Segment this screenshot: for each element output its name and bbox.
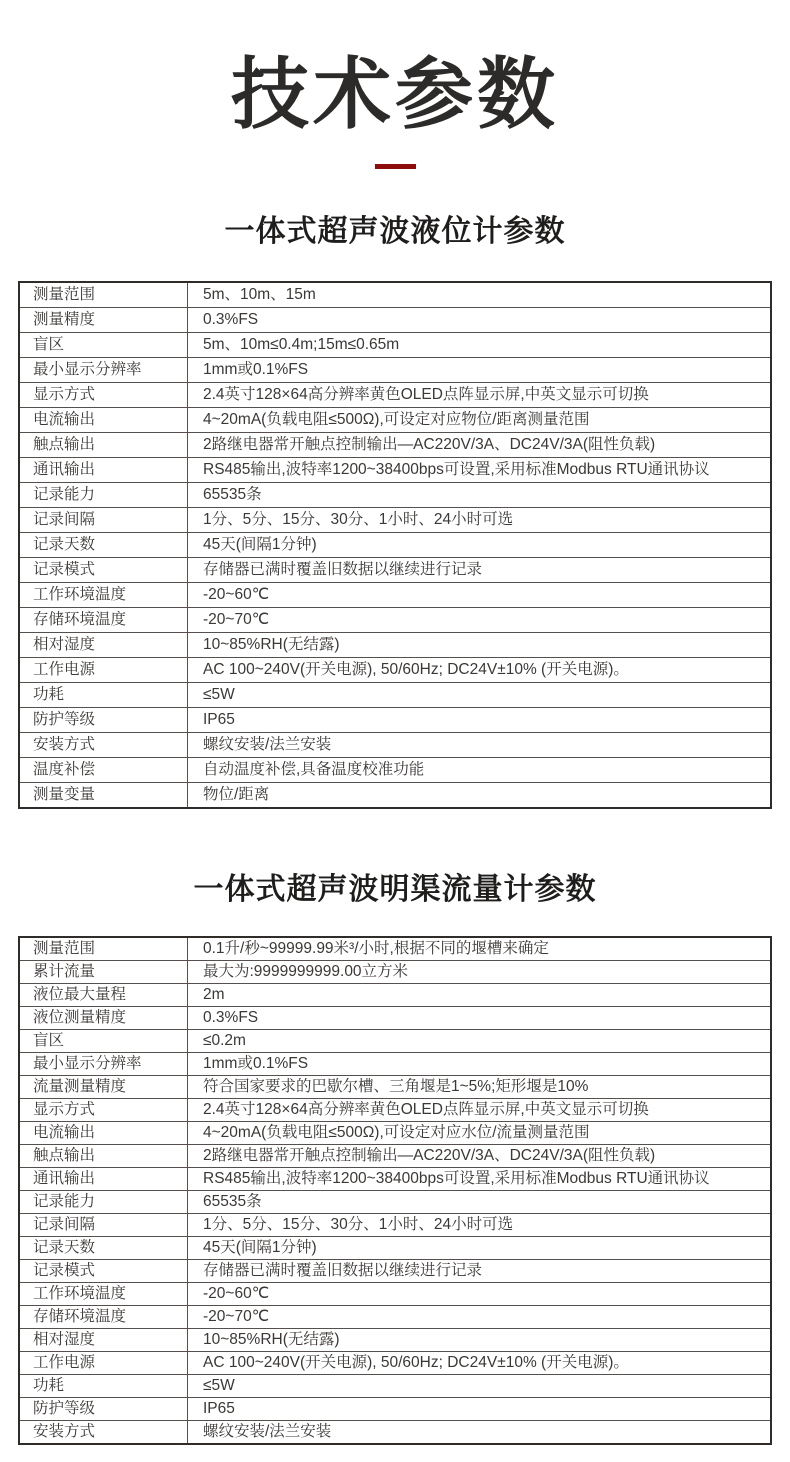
table-row [19,632,771,657]
table-row [19,582,771,607]
spec-value: 自动温度补偿,具备温度校准功能 [188,757,772,782]
table-row [19,757,771,782]
spec-value: -20~70℃ [188,607,772,632]
spec-label: 功耗 [19,1374,188,1397]
spec-value: 0.3%FS [188,1006,772,1029]
spec-value: -20~60℃ [188,582,772,607]
spec-value: 4~20mA(负载电阻≤500Ω),可设定对应物位/距离测量范围 [188,407,772,432]
spec-value: IP65 [188,707,772,732]
spec-value: 0.1升/秒~99999.99米³/小时,根据不同的堰槽来确定 [188,937,772,961]
spec-label: 相对湿度 [19,632,188,657]
spec-value: 2路继电器常开触点控制输出—AC220V/3A、DC24V/3A(阻性负载) [188,1144,772,1167]
table-row [19,1190,771,1213]
table-row [19,607,771,632]
table-row [19,307,771,332]
table-row [19,432,771,457]
spec-label: 显示方式 [19,382,188,407]
spec-label: 记录间隔 [19,1213,188,1236]
table-row [19,1351,771,1374]
spec-value: 65535条 [188,482,772,507]
table-row [19,1282,771,1305]
spec-label: 流量测量精度 [19,1075,188,1098]
spec-label: 安装方式 [19,1420,188,1444]
table-row [19,983,771,1006]
title-accent-divider [375,164,416,169]
table-row [19,1167,771,1190]
table-row [19,1259,771,1282]
table-row [19,507,771,532]
spec-label: 液位测量精度 [19,1006,188,1029]
table-row [19,557,771,582]
table-row [19,960,771,983]
spec-value: 2.4英寸128×64高分辨率黄色OLED点阵显示屏,中英文显示可切换 [188,1098,772,1121]
spec-label: 最小显示分辨率 [19,357,188,382]
spec-value: 2路继电器常开触点控制输出—AC220V/3A、DC24V/3A(阻性负载) [188,432,772,457]
spec-label: 测量变量 [19,782,188,808]
spec-value: 2.4英寸128×64高分辨率黄色OLED点阵显示屏,中英文显示可切换 [188,382,772,407]
spec-value: 2m [188,983,772,1006]
table-row [19,357,771,382]
spec-value: 存储器已满时覆盖旧数据以继续进行记录 [188,1259,772,1282]
table-row [19,707,771,732]
spec-value: 45天(间隔1分钟) [188,532,772,557]
flow-meter-spec-table [18,936,772,1445]
spec-label: 测量范围 [19,282,188,308]
spec-label: 通讯输出 [19,1167,188,1190]
spec-label: 电流输出 [19,407,188,432]
table-row [19,1236,771,1259]
spec-label: 相对湿度 [19,1328,188,1351]
table-row [19,1052,771,1075]
spec-value: 1分、5分、15分、30分、1小时、24小时可选 [188,507,772,532]
table-row [19,482,771,507]
spec-value: 1mm或0.1%FS [188,357,772,382]
table-row [19,1213,771,1236]
spec-label: 液位最大量程 [19,983,188,1006]
spec-value: 4~20mA(负载电阻≤500Ω),可设定对应水位/流量测量范围 [188,1121,772,1144]
spec-value: -20~60℃ [188,1282,772,1305]
table-row [19,1029,771,1052]
table-row [19,1420,771,1444]
spec-label: 功耗 [19,682,188,707]
level-meter-spec-table [18,281,772,809]
table-row [19,382,771,407]
spec-label: 触点输出 [19,432,188,457]
spec-value: 1分、5分、15分、30分、1小时、24小时可选 [188,1213,772,1236]
level-meter-spec-table-body [19,282,771,808]
section-heading-level-meter: 一体式超声波液位计参数 [224,214,566,248]
spec-label: 记录天数 [19,532,188,557]
table-row [19,782,771,808]
spec-value: 10~85%RH(无结露) [188,632,772,657]
spec-value: -20~70℃ [188,1305,772,1328]
table-row [19,1006,771,1029]
spec-value: 1mm或0.1%FS [188,1052,772,1075]
spec-label: 工作环境温度 [19,582,188,607]
spec-value: 45天(间隔1分钟) [188,1236,772,1259]
spec-label: 电流输出 [19,1121,188,1144]
spec-value: 5m、10m≤0.4m;15m≤0.65m [188,332,772,357]
table-row [19,682,771,707]
spec-label: 最小显示分辨率 [19,1052,188,1075]
page-title: 技术参数 [230,50,559,138]
spec-label: 累计流量 [19,960,188,983]
spec-value: 物位/距离 [188,782,772,808]
table-row [19,937,771,961]
table-row [19,1144,771,1167]
spec-value: 存储器已满时覆盖旧数据以继续进行记录 [188,557,772,582]
spec-value: 5m、10m、15m [188,282,772,308]
spec-value: ≤0.2m [188,1029,772,1052]
table-row [19,1075,771,1098]
table-row [19,1098,771,1121]
spec-label: 记录间隔 [19,507,188,532]
spec-label: 显示方式 [19,1098,188,1121]
spec-value: RS485输出,波特率1200~38400bps可设置,采用标准Modbus RTU通讯协议 [188,457,772,482]
spec-label: 通讯输出 [19,457,188,482]
spec-label: 工作电源 [19,1351,188,1374]
spec-value: 65535条 [188,1190,772,1213]
table-row [19,1305,771,1328]
table-row [19,407,771,432]
spec-label: 记录模式 [19,1259,188,1282]
table-row [19,532,771,557]
spec-value: ≤5W [188,682,772,707]
spec-value: 10~85%RH(无结露) [188,1328,772,1351]
spec-label: 存储环境温度 [19,607,188,632]
spec-label: 工作环境温度 [19,1282,188,1305]
spec-label: 工作电源 [19,657,188,682]
spec-label: 测量精度 [19,307,188,332]
spec-label: 记录能力 [19,482,188,507]
spec-value: IP65 [188,1397,772,1420]
spec-label: 记录能力 [19,1190,188,1213]
spec-label: 防护等级 [19,1397,188,1420]
table-row [19,1328,771,1351]
spec-value: 符合国家要求的巴歇尔槽、三角堰是1~5%;矩形堰是10% [188,1075,772,1098]
table-row [19,1374,771,1397]
spec-label: 盲区 [19,1029,188,1052]
table-row [19,732,771,757]
section-heading-flow-meter: 一体式超声波明渠流量计参数 [193,872,597,906]
spec-value: 螺纹安装/法兰安装 [188,732,772,757]
table-row [19,657,771,682]
spec-label: 盲区 [19,332,188,357]
table-row [19,332,771,357]
spec-label: 安装方式 [19,732,188,757]
flow-meter-spec-table-body [19,937,771,1444]
spec-label: 防护等级 [19,707,188,732]
spec-value: 螺纹安装/法兰安装 [188,1420,772,1444]
spec-label: 测量范围 [19,937,188,961]
spec-label: 记录模式 [19,557,188,582]
spec-label: 触点输出 [19,1144,188,1167]
spec-value: ≤5W [188,1374,772,1397]
table-row [19,1397,771,1420]
spec-value: RS485输出,波特率1200~38400bps可设置,采用标准Modbus RTU通讯协议 [188,1167,772,1190]
spec-label: 温度补偿 [19,757,188,782]
spec-value: AC 100~240V(开关电源), 50/60Hz; DC24V±10% (开关电源)。 [188,657,772,682]
table-row [19,1121,771,1144]
spec-label: 记录天数 [19,1236,188,1259]
spec-value: 0.3%FS [188,307,772,332]
spec-value: AC 100~240V(开关电源), 50/60Hz; DC24V±10% (开关电源)。 [188,1351,772,1374]
spec-label: 存储环境温度 [19,1305,188,1328]
table-row [19,457,771,482]
table-row [19,282,771,308]
spec-value: 最大为:9999999999.00立方米 [188,960,772,983]
